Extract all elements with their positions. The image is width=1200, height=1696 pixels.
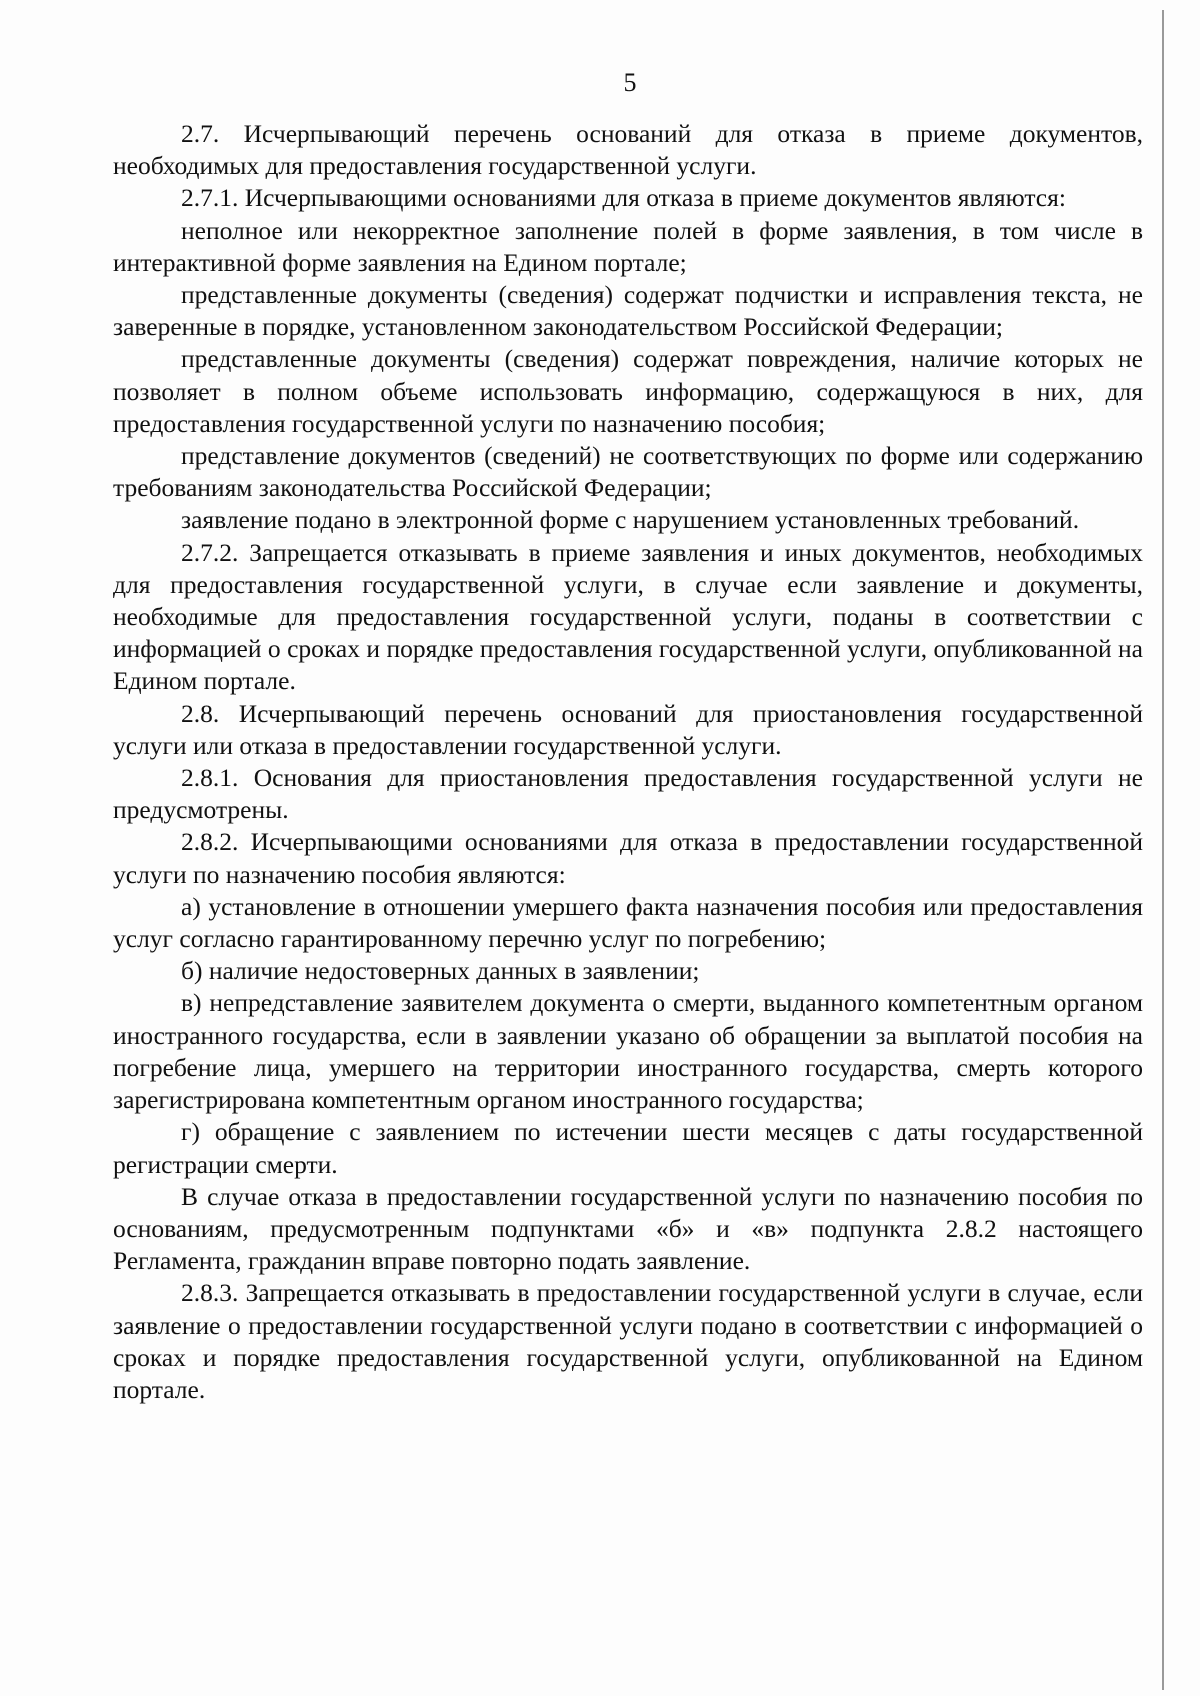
scan-edge-line xyxy=(1162,10,1164,1690)
paragraph-2-8-2: 2.8.2. Исчерпывающими основаниями для отказа в предоставлении государственной услуги по назначению пособия являются: xyxy=(113,827,1143,889)
paragraph-2-7-1: 2.7.1. Исчерпывающими основаниями для отказа в приеме документов являются: xyxy=(181,183,1066,213)
page-number: 5 xyxy=(623,68,637,97)
list-item-damaged-documents: представленные документы (сведения) содержат повреждения, наличие которых не позволяет в полном объеме использовать информацию, содержащуюся в них, для предоставления государственной услуги по назначению пособия; xyxy=(113,344,1143,438)
paragraph-2-8-3: 2.8.3. Запрещается отказывать в предоставлении государственной услуги в случае, если заявление о предоставлении государственной услуги подано в соответствии с информацией о сроках и порядке предоставления государственной услуги, опубликованной на Едином портале. xyxy=(113,1278,1143,1404)
document-body xyxy=(113,118,1143,1406)
list-item-a: а) установление в отношении умершего факта назначения пособия или предоставления услуг согласно гарантированному перечню услуг по погребению; xyxy=(113,891,1143,954)
paragraph-2-7-2: 2.7.2. Запрещается отказывать в приеме заявления и иных документов, необходимых для предоставления государственной услуги, в случае если заявление и документы, необходимые для предоставления государственной услуги, поданы в соответствии с информацией о сроках и порядке предоставления государственной услуги, опубликованной на Едином портале. xyxy=(113,537,1143,696)
paragraph-2-8-1: 2.8.1. Основания для приостановления предоставления государственной услуги не предусмотрены. xyxy=(113,763,1143,825)
list-item-nonconforming-documents: представление документов (сведений) не соответствующих по форме или содержанию требованиям законодательства Российской Федерации; xyxy=(113,441,1143,503)
paragraph-2-8: 2.8. Исчерпывающий перечень оснований для приостановления государственной услуги или отказа в предоставлении государственной услуги. xyxy=(113,698,1143,760)
list-item-g: г) обращение с заявлением по истечении шести месяцев с даты государственной регистрации смерти. xyxy=(113,1117,1143,1179)
paragraph-refusal-case: В случае отказа в предоставлении государственной услуги по назначению пособия по основаниям, предусмотренным подпунктами «б» и «в» подпункта 2.8.2 настоящего Регламента, гражданин вправе повторно подать заявление. xyxy=(113,1181,1143,1276)
list-item-corrections: представленные документы (сведения) содержат подчистки и исправления текста, не заверенные в порядке, установленном законодательством Российской Федерации; xyxy=(113,280,1143,342)
list-item-incomplete-form: неполное или некорректное заполнение полей в форме заявления, в том числе в интерактивной форме заявления на Едином портале; xyxy=(113,215,1143,277)
list-item-electronic-violation: заявление подано в электронной форме с нарушением установленных требований. xyxy=(181,505,1080,535)
paragraph-2-7: 2.7. Исчерпывающий перечень оснований для отказа в приеме документов, необходимых для предоставления государственной услуги. xyxy=(113,119,1143,181)
list-item-b: б) наличие недостоверных данных в заявлении; xyxy=(181,956,700,986)
list-item-v: в) непредставление заявителем документа о смерти, выданного компетентным органом иностранного государства, если в заявлении указано об обращении за выплатой пособия на погребение лица, умершего на территории иностранного государства, смерть которого зарегистрирована компетентным органом иностранного государства; xyxy=(113,988,1143,1115)
